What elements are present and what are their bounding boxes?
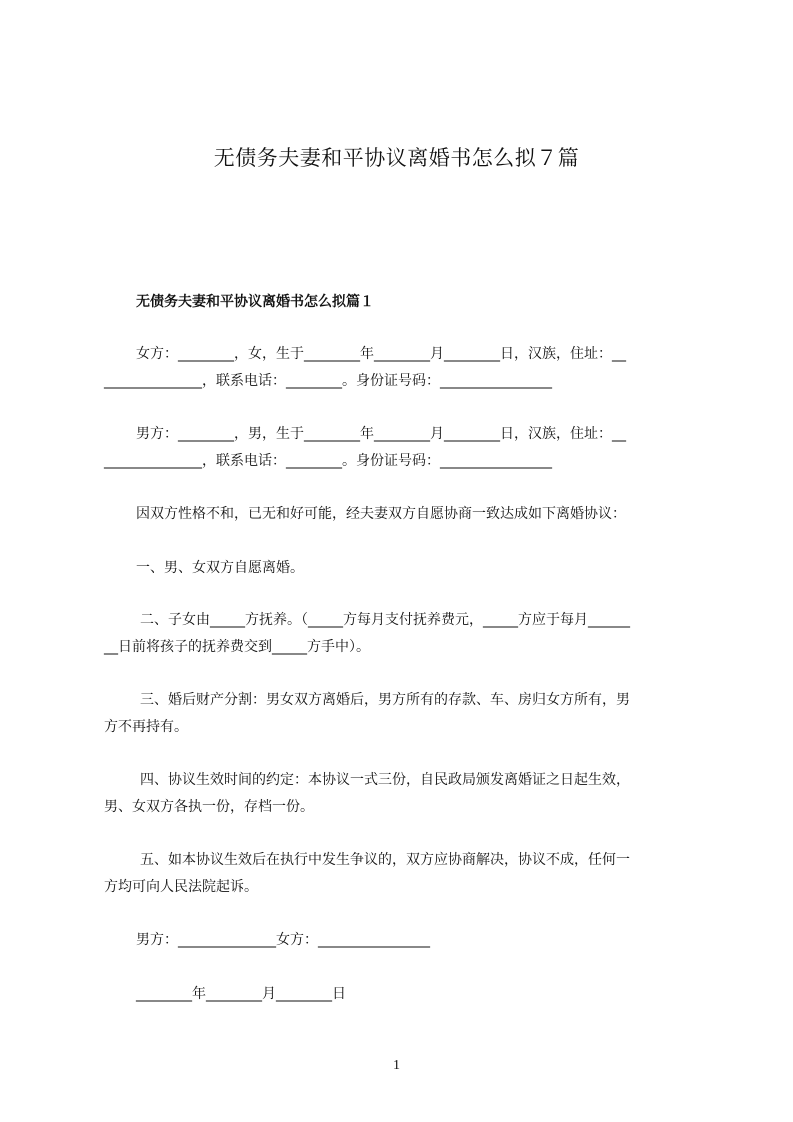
document-title: 无债务夫妻和平协议离婚书怎么拟７篇 (213, 146, 580, 170)
page-number: 1 (393, 1058, 400, 1073)
male-party-line-2: ______________，联系电话：________。身份证号码：________________ (104, 453, 552, 469)
section-heading: 无债务夫妻和平协议离婚书怎么拟篇１ (136, 294, 374, 310)
clause-4-line-1: 四、协议生效时间的约定：本协议一式三份，自民政局颁发离婚证之日起生效， (140, 772, 630, 788)
date-line: ________年________月________日 (136, 986, 346, 1002)
male-party-line-1: 男方：________，男，生于________年________月________日，汉族，住址：__ (136, 426, 626, 442)
female-party-line-1: 女方：________，女，生于________年________月________日，汉族，住址：__ (136, 346, 626, 362)
clause-4-line-2: 男、女双方各执一份，存档一份。 (104, 799, 314, 815)
clause-3-line-2: 方不再持有。 (104, 719, 188, 735)
clause-1: 一、男、女双方自愿离婚。 (136, 560, 304, 576)
clause-2-line-2: __日前将孩子的抚养费交到_____方手中）。 (104, 639, 370, 655)
female-party-line-2: ______________，联系电话：________。身份证号码：________________ (104, 373, 552, 389)
clause-3-line-1: 三、婚后财产分割：男女双方离婚后，男方所有的存款、车、房归女方所有，男 (140, 692, 630, 708)
clause-2-line-1: 二、子女由_____方抚养。（_____方每月支付抚养费元，_____方应于每月______ (140, 612, 630, 628)
signature-line: 男方：______________女方：________________ (136, 932, 430, 948)
clause-5-line-2: 方均可向人民法院起诉。 (104, 879, 258, 895)
preamble-paragraph: 因双方性格不和，已无和好可能，经夫妻双方自愿协商一致达成如下离婚协议： (136, 506, 626, 522)
clause-5-line-1: 五、如本协议生效后在执行中发生争议的，双方应协商解决，协议不成，任何一 (140, 852, 630, 868)
